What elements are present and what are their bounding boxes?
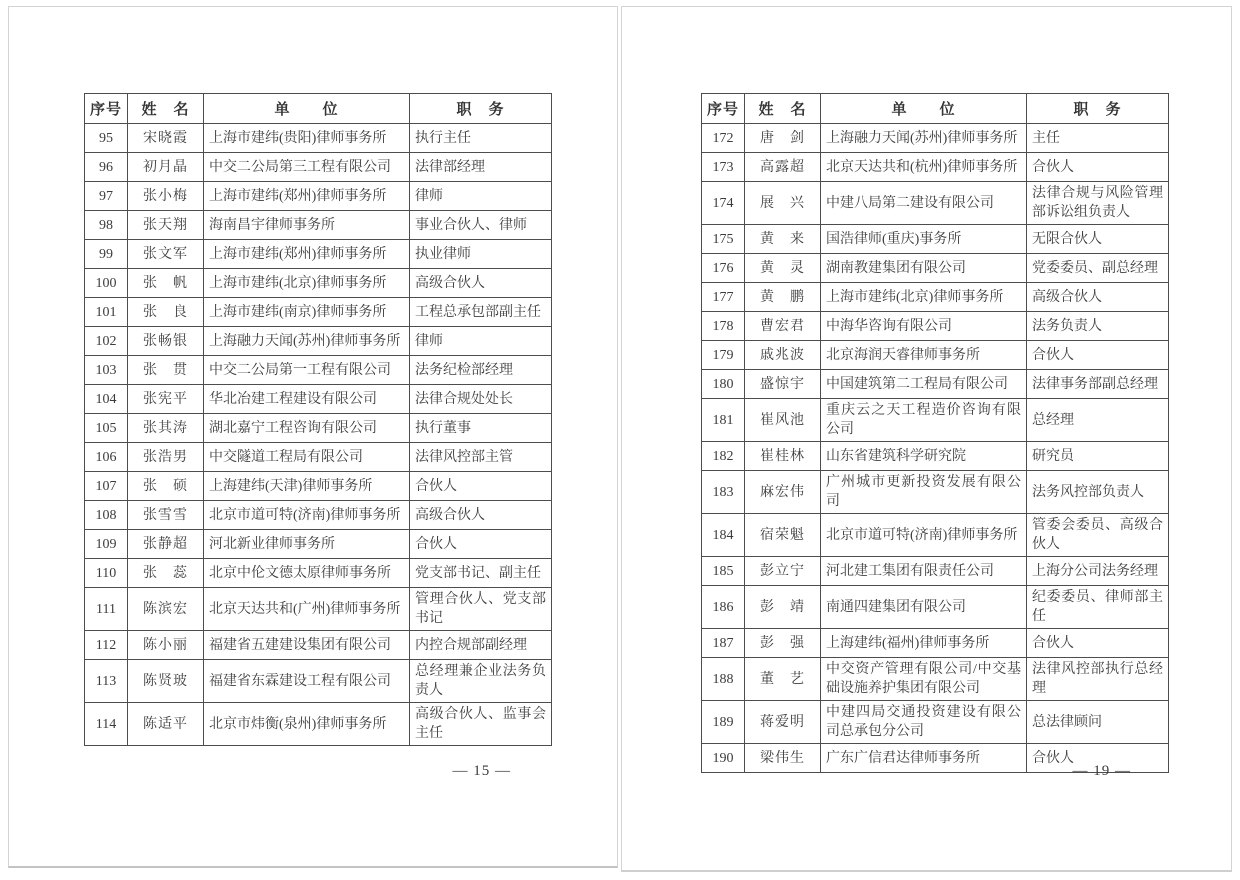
serial-cell: 190 <box>702 744 745 773</box>
title-cell: 法律风控部主管 <box>410 443 552 472</box>
name-cell: 戚兆波 <box>745 341 821 370</box>
serial-cell: 106 <box>85 443 128 472</box>
table-row <box>85 298 552 327</box>
unit-cell: 河北新业律师事务所 <box>204 530 410 559</box>
serial-cell: 178 <box>702 312 745 341</box>
title-cell: 法律合规与风险管理部诉讼组负责人 <box>1027 182 1169 225</box>
name-cell: 陈滨宏 <box>128 588 204 631</box>
table-row <box>85 240 552 269</box>
name-cell: 盛惊宇 <box>745 370 821 399</box>
name-cell: 麻宏伟 <box>745 471 821 514</box>
title-cell: 合伙人 <box>1027 341 1169 370</box>
serial-cell: 111 <box>85 588 128 631</box>
table-row <box>85 703 552 746</box>
table-row <box>702 254 1169 283</box>
title-cell: 合伙人 <box>410 530 552 559</box>
table-row <box>85 588 552 631</box>
column-header: 姓 名 <box>128 94 204 124</box>
title-cell: 合伙人 <box>1027 744 1169 773</box>
table-row <box>85 443 552 472</box>
serial-cell: 114 <box>85 703 128 746</box>
name-cell: 黄 灵 <box>745 254 821 283</box>
table-row <box>702 370 1169 399</box>
table-row <box>85 269 552 298</box>
title-cell: 法律合规处处长 <box>410 385 552 414</box>
unit-cell: 上海建纬(天津)律师事务所 <box>204 472 410 501</box>
serial-cell: 175 <box>702 225 745 254</box>
serial-cell: 112 <box>85 631 128 660</box>
title-cell: 高级合伙人 <box>410 501 552 530</box>
title-cell: 总经理 <box>1027 399 1169 442</box>
unit-cell: 上海市建纬(郑州)律师事务所 <box>204 182 410 211</box>
title-cell: 合伙人 <box>1027 153 1169 182</box>
serial-cell: 103 <box>85 356 128 385</box>
name-cell: 高露超 <box>745 153 821 182</box>
table-row <box>85 631 552 660</box>
unit-cell: 上海融力天闻(苏州)律师事务所 <box>204 327 410 356</box>
unit-cell: 北京市炜衡(泉州)律师事务所 <box>204 703 410 746</box>
table-row <box>702 225 1169 254</box>
unit-cell: 南通四建集团有限公司 <box>821 586 1027 629</box>
unit-cell: 北京海润天睿律师事务所 <box>821 341 1027 370</box>
serial-cell: 104 <box>85 385 128 414</box>
name-cell: 张 贯 <box>128 356 204 385</box>
unit-cell: 广东广信君达律师事务所 <box>821 744 1027 773</box>
unit-cell: 广州城市更新投资发展有限公司 <box>821 471 1027 514</box>
unit-cell: 北京市道可特(济南)律师事务所 <box>204 501 410 530</box>
unit-cell: 上海市建纬(郑州)律师事务所 <box>204 240 410 269</box>
title-cell: 律师 <box>410 182 552 211</box>
name-cell: 张 蕊 <box>128 559 204 588</box>
table-row <box>702 124 1169 153</box>
unit-cell: 上海市建纬(贵阳)律师事务所 <box>204 124 410 153</box>
name-cell: 梁伟生 <box>745 744 821 773</box>
serial-cell: 109 <box>85 530 128 559</box>
name-cell: 张文军 <box>128 240 204 269</box>
serial-cell: 182 <box>702 442 745 471</box>
table-row <box>702 153 1169 182</box>
serial-cell: 110 <box>85 559 128 588</box>
table-row <box>702 471 1169 514</box>
serial-cell: 101 <box>85 298 128 327</box>
name-cell: 陈小丽 <box>128 631 204 660</box>
serial-cell: 108 <box>85 501 128 530</box>
serial-cell: 173 <box>702 153 745 182</box>
name-cell: 张静超 <box>128 530 204 559</box>
title-cell: 律师 <box>410 327 552 356</box>
unit-cell: 上海市建纬(南京)律师事务所 <box>204 298 410 327</box>
title-cell: 总经理兼企业法务负责人 <box>410 660 552 703</box>
table-row <box>85 211 552 240</box>
unit-cell: 北京天达共和(杭州)律师事务所 <box>821 153 1027 182</box>
name-cell: 彭立宁 <box>745 557 821 586</box>
table-row <box>702 312 1169 341</box>
table-row <box>85 472 552 501</box>
serial-cell: 176 <box>702 254 745 283</box>
serial-cell: 97 <box>85 182 128 211</box>
serial-cell: 183 <box>702 471 745 514</box>
table-row <box>85 124 552 153</box>
table-row <box>702 658 1169 701</box>
table-header-row <box>85 94 552 124</box>
table-row <box>85 356 552 385</box>
serial-cell: 188 <box>702 658 745 701</box>
name-cell: 张其涛 <box>128 414 204 443</box>
table-row <box>85 385 552 414</box>
title-cell: 法律风控部执行总经理 <box>1027 658 1169 701</box>
name-cell: 崔桂林 <box>745 442 821 471</box>
serial-cell: 186 <box>702 586 745 629</box>
unit-cell: 上海市建纬(北京)律师事务所 <box>204 269 410 298</box>
name-cell: 张天翔 <box>128 211 204 240</box>
unit-cell: 山东省建筑科学研究院 <box>821 442 1027 471</box>
title-cell: 工程总承包部副主任 <box>410 298 552 327</box>
unit-cell: 福建省五建建设集团有限公司 <box>204 631 410 660</box>
column-header: 姓 名 <box>745 94 821 124</box>
title-cell: 总法律顾问 <box>1027 701 1169 744</box>
unit-cell: 国浩律师(重庆)事务所 <box>821 225 1027 254</box>
document-page-19 <box>621 6 1232 872</box>
name-cell: 张宪平 <box>128 385 204 414</box>
unit-cell: 北京市道可特(济南)律师事务所 <box>821 514 1027 557</box>
unit-cell: 湖南教建集团有限公司 <box>821 254 1027 283</box>
serial-cell: 189 <box>702 701 745 744</box>
name-cell: 张畅银 <box>128 327 204 356</box>
title-cell: 法律事务部副总经理 <box>1027 370 1169 399</box>
serial-cell: 96 <box>85 153 128 182</box>
table-row <box>85 182 552 211</box>
title-cell: 无限合伙人 <box>1027 225 1169 254</box>
unit-cell: 中交隧道工程局有限公司 <box>204 443 410 472</box>
table-row <box>702 442 1169 471</box>
document-page-15 <box>8 6 618 868</box>
serial-cell: 187 <box>702 629 745 658</box>
table-row <box>85 660 552 703</box>
table-row <box>85 327 552 356</box>
unit-cell: 上海融力天闻(苏州)律师事务所 <box>821 124 1027 153</box>
roster-table-page-19 <box>701 93 1169 773</box>
table-row <box>702 514 1169 557</box>
table-row <box>702 586 1169 629</box>
name-cell: 曹宏君 <box>745 312 821 341</box>
unit-cell: 福建省东霖建设工程有限公司 <box>204 660 410 703</box>
title-cell: 主任 <box>1027 124 1169 153</box>
name-cell: 唐 剑 <box>745 124 821 153</box>
title-cell: 研究员 <box>1027 442 1169 471</box>
unit-cell: 河北建工集团有限责任公司 <box>821 557 1027 586</box>
name-cell: 黄 来 <box>745 225 821 254</box>
title-cell: 事业合伙人、律师 <box>410 211 552 240</box>
title-cell: 高级合伙人 <box>410 269 552 298</box>
name-cell: 陈适平 <box>128 703 204 746</box>
table-row <box>702 557 1169 586</box>
title-cell: 管理合伙人、党支部书记 <box>410 588 552 631</box>
serial-cell: 99 <box>85 240 128 269</box>
name-cell: 陈贤玻 <box>128 660 204 703</box>
unit-cell: 海南昌宇律师事务所 <box>204 211 410 240</box>
title-cell: 合伙人 <box>1027 629 1169 658</box>
serial-cell: 181 <box>702 399 745 442</box>
roster-table-page-15 <box>84 93 552 746</box>
column-header: 职 务 <box>410 94 552 124</box>
unit-cell: 重庆云之天工程造价咨询有限公司 <box>821 399 1027 442</box>
unit-cell: 华北冶建工程建设有限公司 <box>204 385 410 414</box>
table-row <box>85 501 552 530</box>
unit-cell: 中海华咨询有限公司 <box>821 312 1027 341</box>
title-cell: 党委委员、副总经理 <box>1027 254 1169 283</box>
name-cell: 宋晓霞 <box>128 124 204 153</box>
table-header-row <box>702 94 1169 124</box>
table-row <box>702 283 1169 312</box>
page-number: — 19 — <box>1072 763 1131 779</box>
table-row <box>702 341 1169 370</box>
title-cell: 法务纪检部经理 <box>410 356 552 385</box>
serial-cell: 102 <box>85 327 128 356</box>
unit-cell: 中交二公局第三工程有限公司 <box>204 153 410 182</box>
serial-cell: 95 <box>85 124 128 153</box>
title-cell: 上海分公司法务经理 <box>1027 557 1169 586</box>
serial-cell: 184 <box>702 514 745 557</box>
unit-cell: 中国建筑第二工程局有限公司 <box>821 370 1027 399</box>
unit-cell: 中交二公局第一工程有限公司 <box>204 356 410 385</box>
name-cell: 张小梅 <box>128 182 204 211</box>
name-cell: 彭 强 <box>745 629 821 658</box>
name-cell: 张 良 <box>128 298 204 327</box>
table-row <box>85 414 552 443</box>
title-cell: 内控合规部副经理 <box>410 631 552 660</box>
name-cell: 董 艺 <box>745 658 821 701</box>
serial-cell: 172 <box>702 124 745 153</box>
table-row <box>85 153 552 182</box>
table-row <box>702 629 1169 658</box>
name-cell: 张浩男 <box>128 443 204 472</box>
table-row <box>702 701 1169 744</box>
title-cell: 法务风控部负责人 <box>1027 471 1169 514</box>
name-cell: 崔风池 <box>745 399 821 442</box>
column-header: 职 务 <box>1027 94 1169 124</box>
title-cell: 执业律师 <box>410 240 552 269</box>
unit-cell: 中建四局交通投资建设有限公司总承包分公司 <box>821 701 1027 744</box>
name-cell: 彭 靖 <box>745 586 821 629</box>
table-row <box>85 559 552 588</box>
unit-cell: 上海市建纬(北京)律师事务所 <box>821 283 1027 312</box>
serial-cell: 177 <box>702 283 745 312</box>
column-header: 单 位 <box>204 94 410 124</box>
serial-cell: 185 <box>702 557 745 586</box>
unit-cell: 上海建纬(福州)律师事务所 <box>821 629 1027 658</box>
serial-cell: 180 <box>702 370 745 399</box>
title-cell: 纪委委员、律师部主任 <box>1027 586 1169 629</box>
title-cell: 执行董事 <box>410 414 552 443</box>
name-cell: 张 硕 <box>128 472 204 501</box>
title-cell: 管委会委员、高级合伙人 <box>1027 514 1169 557</box>
table-row <box>702 399 1169 442</box>
title-cell: 高级合伙人 <box>1027 283 1169 312</box>
name-cell: 初月晶 <box>128 153 204 182</box>
column-header: 序号 <box>85 94 128 124</box>
unit-cell: 中建八局第二建设有限公司 <box>821 182 1027 225</box>
title-cell: 执行主任 <box>410 124 552 153</box>
name-cell: 展 兴 <box>745 182 821 225</box>
serial-cell: 105 <box>85 414 128 443</box>
name-cell: 蒋爱明 <box>745 701 821 744</box>
title-cell: 合伙人 <box>410 472 552 501</box>
serial-cell: 113 <box>85 660 128 703</box>
serial-cell: 98 <box>85 211 128 240</box>
column-header: 序号 <box>702 94 745 124</box>
serial-cell: 100 <box>85 269 128 298</box>
serial-cell: 107 <box>85 472 128 501</box>
serial-cell: 179 <box>702 341 745 370</box>
name-cell: 黄 鹏 <box>745 283 821 312</box>
table-row <box>85 530 552 559</box>
name-cell: 宿荣魁 <box>745 514 821 557</box>
unit-cell: 中交资产管理有限公司/中交基础设施养护集团有限公司 <box>821 658 1027 701</box>
unit-cell: 湖北嘉宁工程咨询有限公司 <box>204 414 410 443</box>
serial-cell: 174 <box>702 182 745 225</box>
name-cell: 张 帆 <box>128 269 204 298</box>
title-cell: 法务负责人 <box>1027 312 1169 341</box>
column-header: 单 位 <box>821 94 1027 124</box>
page-number: — 15 — <box>452 763 511 779</box>
unit-cell: 北京天达共和(广州)律师事务所 <box>204 588 410 631</box>
name-cell: 张雪雪 <box>128 501 204 530</box>
title-cell: 法律部经理 <box>410 153 552 182</box>
title-cell: 高级合伙人、监事会主任 <box>410 703 552 746</box>
table-row <box>702 182 1169 225</box>
unit-cell: 北京中伦文德太原律师事务所 <box>204 559 410 588</box>
title-cell: 党支部书记、副主任 <box>410 559 552 588</box>
